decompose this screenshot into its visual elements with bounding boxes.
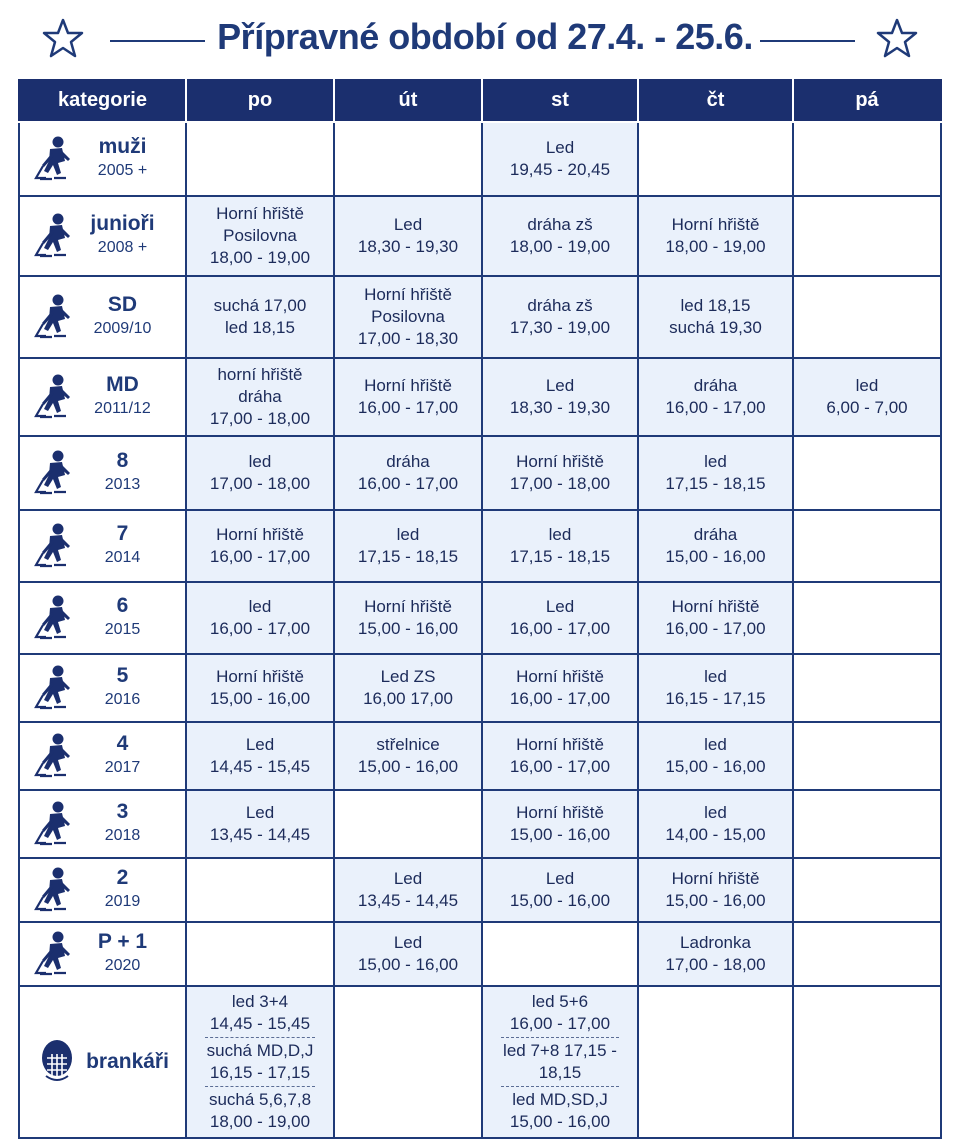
- schedule-cell-pa: [793, 276, 941, 358]
- goalie-session: [501, 1086, 619, 1135]
- table-row: [19, 358, 941, 436]
- schedule-cell-po: [186, 358, 334, 436]
- cell-text: suchá 5,6,7,8: [208, 1090, 312, 1109]
- cell-text: Horní hřiště: [671, 215, 760, 234]
- schedule-cell-st: [482, 986, 638, 1138]
- cell-text: Horní hřiště: [516, 803, 604, 822]
- cell-text: 6,00 - 7,00: [826, 398, 908, 417]
- hockey-player-icon: [32, 594, 76, 642]
- table-row: [19, 436, 941, 510]
- table-row-goalies: [19, 986, 941, 1138]
- category-name: muži: [98, 135, 147, 158]
- cell-text: střelnice: [376, 735, 440, 754]
- cell-text: led: [704, 452, 727, 471]
- cell-text: 15,00 - 16,00: [357, 955, 459, 974]
- table-row: [19, 858, 941, 922]
- schedule-cell-st: [482, 196, 638, 276]
- category-cell: [19, 122, 186, 196]
- goalie-mask-icon: [40, 1038, 74, 1082]
- cell-text: 16,00 - 17,00: [357, 474, 459, 493]
- cell-text: Horní hřiště: [364, 376, 452, 395]
- schedule-cell-ct: [638, 986, 793, 1138]
- cell-text: Ladronka: [680, 933, 751, 952]
- cell-text: 19,45 - 20,45: [509, 160, 611, 179]
- cell-text: 17,00 - 18,00: [209, 409, 311, 428]
- schedule-cell-ct: [638, 922, 793, 986]
- cell-text: 16,00 - 17,00: [665, 619, 766, 638]
- schedule-cell-pa: [793, 654, 941, 722]
- cell-text: led: [704, 735, 727, 754]
- cell-text: 18,00 - 19,00: [509, 237, 611, 256]
- goalie-session: [187, 989, 333, 1037]
- cell-text: Horní hřiště: [671, 869, 760, 888]
- schedule-cell-pa: [793, 858, 941, 922]
- cell-text: dráha: [693, 376, 738, 395]
- hockey-player-icon: [32, 800, 76, 848]
- cell-text: 17,15 - 18,15: [509, 547, 611, 566]
- cell-text: led 3+4: [231, 992, 289, 1011]
- cell-text: Led ZS: [380, 667, 436, 686]
- cell-text: 16,15 - 17,15: [665, 689, 766, 708]
- cell-text: 18,00 - 19,00: [209, 248, 311, 267]
- schedule-cell-ut: [334, 510, 482, 582]
- table-row: [19, 196, 941, 276]
- cell-text: 15,00 - 16,00: [357, 619, 459, 638]
- schedule-cell-ut: [334, 436, 482, 510]
- cell-text: 18,30 - 19,30: [357, 237, 459, 256]
- cell-text: 16,00 - 17,00: [509, 1014, 611, 1033]
- category-name: MD: [106, 373, 139, 396]
- cell-text: Horní hřiště: [516, 735, 604, 754]
- cell-text: 14,00 - 15,00: [665, 825, 766, 844]
- cell-text: Posilovna: [223, 226, 297, 245]
- cell-text: horní hřiště: [217, 365, 303, 384]
- cell-text: Horní hřiště: [216, 204, 304, 223]
- cell-text: Led: [545, 869, 575, 888]
- schedule-cell-po: [186, 858, 334, 922]
- table-row: [19, 790, 941, 858]
- category-name: P + 1: [97, 930, 148, 953]
- column-header-ct: čt: [638, 79, 793, 122]
- category-name: 8: [116, 449, 129, 472]
- category-cell: [19, 510, 186, 582]
- cell-text: 17,15 - 18,15: [665, 474, 766, 493]
- category-cell: [19, 922, 186, 986]
- schedule-cell-ut: [334, 986, 482, 1138]
- cell-text: 18,15: [538, 1063, 582, 1082]
- category-name: 3: [116, 800, 129, 823]
- cell-text: Posilovna: [371, 307, 445, 326]
- column-header-pa: pá: [793, 79, 941, 122]
- schedule-cell-ct: [638, 358, 793, 436]
- cell-text: dráha: [238, 387, 282, 406]
- table-header-row: [19, 79, 941, 122]
- schedule-cell-ut: [334, 922, 482, 986]
- category-year: 2016: [104, 691, 141, 708]
- schedule-cell-ct: [638, 722, 793, 790]
- schedule-cell-st: [482, 858, 638, 922]
- schedule-cell-ut: [334, 276, 482, 358]
- schedule-cell-pa: [793, 722, 941, 790]
- schedule-cell-ct: [638, 436, 793, 510]
- cell-text: 17,00 - 18,00: [509, 474, 611, 493]
- cell-text: Horní hřiště: [516, 667, 604, 686]
- cell-text: Led: [393, 215, 423, 234]
- schedule-cell-po: [186, 922, 334, 986]
- category-name: SD: [107, 293, 138, 316]
- schedule-cell-po: [186, 582, 334, 654]
- cell-text: 15,00 - 16,00: [665, 757, 766, 776]
- schedule-cell-po: [186, 986, 334, 1138]
- category-year: 2017: [104, 759, 141, 776]
- cell-text: 14,45 - 15,45: [209, 757, 311, 776]
- title-divider-right: [760, 40, 855, 42]
- table-row: [19, 122, 941, 196]
- category-cell: [19, 722, 186, 790]
- category-name: 4: [116, 732, 129, 755]
- schedule-cell-ut: [334, 582, 482, 654]
- schedule-cell-ut: [334, 790, 482, 858]
- category-cell: [19, 986, 186, 1138]
- schedule-cell-po: [186, 722, 334, 790]
- cell-text: 14,45 - 15,45: [209, 1014, 311, 1033]
- cell-text: led: [248, 597, 272, 616]
- column-header-st: st: [482, 79, 638, 122]
- cell-text: led: [704, 667, 727, 686]
- schedule-cell-pa: [793, 582, 941, 654]
- cell-text: Horní hřiště: [516, 452, 604, 471]
- cell-text: dráha zš: [527, 296, 593, 315]
- table-row: [19, 722, 941, 790]
- goalie-session: [501, 1037, 619, 1086]
- hockey-player-icon: [32, 212, 76, 260]
- category-year: 2005 +: [97, 162, 148, 179]
- category-year: 2011/12: [94, 400, 151, 417]
- cell-text: 18,00 - 19,00: [209, 1112, 311, 1131]
- cell-text: 16,00 - 17,00: [357, 398, 459, 417]
- category-cell: [19, 790, 186, 858]
- cell-text: 15,00 - 16,00: [357, 757, 459, 776]
- table-row: [19, 510, 941, 582]
- cell-text: led: [704, 803, 727, 822]
- schedule-cell-pa: [793, 986, 941, 1138]
- cell-text: Led: [245, 735, 275, 754]
- cell-text: Led: [393, 933, 423, 952]
- schedule-cell-st: [482, 582, 638, 654]
- category-cell: [19, 276, 186, 358]
- category-year: 2018: [104, 827, 141, 844]
- hockey-player-icon: [32, 373, 76, 421]
- cell-text: 13,45 - 14,45: [357, 891, 459, 910]
- cell-text: Led: [545, 376, 575, 395]
- schedule-cell-ut: [334, 122, 482, 196]
- category-cell: [19, 858, 186, 922]
- schedule-cell-ut: [334, 858, 482, 922]
- category-year: 2015: [104, 621, 141, 638]
- schedule-cell-st: [482, 922, 638, 986]
- category-year: 2009/10: [93, 320, 152, 337]
- cell-text: 15,00 - 16,00: [509, 825, 611, 844]
- cell-text: 16,00 - 17,00: [509, 689, 611, 708]
- hockey-player-icon: [32, 449, 76, 497]
- schedule-cell-pa: [793, 196, 941, 276]
- cell-text: 16,15 - 17,15: [209, 1063, 311, 1082]
- category-year: 2013: [104, 476, 141, 493]
- cell-text: led: [548, 525, 572, 544]
- hockey-player-icon: [32, 522, 76, 570]
- schedule-cell-st: [482, 722, 638, 790]
- star-icon: [42, 18, 84, 58]
- category-name: brankáři: [86, 1050, 169, 1073]
- page-title: Přípravné období od 27.4. - 25.6.: [217, 16, 753, 57]
- schedule-cell-ct: [638, 122, 793, 196]
- table-row: [19, 922, 941, 986]
- schedule-cell-st: [482, 790, 638, 858]
- cell-text: Horní hřiště: [671, 597, 760, 616]
- category-name: 5: [116, 664, 129, 687]
- schedule-cell-ct: [638, 510, 793, 582]
- schedule-cell-po: [186, 510, 334, 582]
- cell-text: suchá 19,30: [669, 318, 762, 337]
- column-header-kategorie: kategorie: [19, 79, 186, 122]
- schedule-table: [18, 79, 942, 1139]
- column-header-po: po: [186, 79, 334, 122]
- star-icon: [876, 18, 918, 58]
- cell-text: led 5+6: [531, 992, 589, 1011]
- schedule-cell-po: [186, 436, 334, 510]
- schedule-cell-ct: [638, 582, 793, 654]
- schedule-cell-pa: [793, 790, 941, 858]
- category-cell: [19, 196, 186, 276]
- schedule-cell-ct: [638, 654, 793, 722]
- schedule-cell-st: [482, 358, 638, 436]
- schedule-cell-st: [482, 276, 638, 358]
- category-name: 6: [116, 594, 129, 617]
- schedule-cell-ut: [334, 722, 482, 790]
- schedule-cell-po: [186, 790, 334, 858]
- category-cell: [19, 436, 186, 510]
- cell-text: led 18,15: [680, 296, 751, 315]
- schedule-cell-ct: [638, 276, 793, 358]
- cell-text: 16,00 - 17,00: [209, 547, 311, 566]
- table-row: [19, 582, 941, 654]
- schedule-cell-ut: [334, 654, 482, 722]
- cell-text: 18,00 - 19,00: [665, 237, 766, 256]
- category-year: 2019: [104, 893, 141, 910]
- category-year: 2008 +: [97, 239, 148, 256]
- cell-text: 15,00 - 16,00: [509, 891, 611, 910]
- hockey-player-icon: [32, 293, 76, 341]
- schedule-cell-pa: [793, 510, 941, 582]
- header: [0, 0, 960, 78]
- cell-text: led: [855, 376, 879, 395]
- cell-text: dráha: [386, 452, 430, 471]
- cell-text: led: [396, 525, 420, 544]
- cell-text: Led: [545, 597, 575, 616]
- cell-text: 15,00 - 16,00: [209, 689, 311, 708]
- table-row: [19, 276, 941, 358]
- title-divider-left: [110, 40, 205, 42]
- schedule-cell-st: [482, 510, 638, 582]
- schedule-cell-st: [482, 436, 638, 510]
- schedule-cell-pa: [793, 122, 941, 196]
- cell-text: Led: [545, 138, 575, 157]
- hockey-player-icon: [32, 135, 76, 183]
- schedule-cell-po: [186, 654, 334, 722]
- cell-text: Led: [393, 869, 423, 888]
- hockey-player-icon: [32, 930, 76, 978]
- cell-text: Horní hřiště: [364, 285, 452, 304]
- schedule-cell-po: [186, 276, 334, 358]
- goalie-session: [205, 1086, 315, 1135]
- cell-text: 17,00 - 18,30: [357, 329, 459, 348]
- schedule-cell-pa: [793, 358, 941, 436]
- cell-text: 18,30 - 19,30: [509, 398, 611, 417]
- schedule-cell-ct: [638, 790, 793, 858]
- cell-text: 16,00 - 17,00: [209, 619, 311, 638]
- cell-text: 16,00 17,00: [363, 689, 453, 708]
- schedule-cell-ut: [334, 196, 482, 276]
- cell-text: led MD,SD,J: [512, 1090, 608, 1109]
- cell-text: dráha zš: [527, 215, 593, 234]
- hockey-player-icon: [32, 732, 76, 780]
- schedule-cell-ct: [638, 196, 793, 276]
- cell-text: 15,00 - 16,00: [509, 1112, 611, 1131]
- cell-text: Horní hřiště: [216, 525, 304, 544]
- category-cell: [19, 582, 186, 654]
- cell-text: 16,00 - 17,00: [509, 757, 611, 776]
- cell-text: Horní hřiště: [216, 667, 304, 686]
- schedule-cell-pa: [793, 436, 941, 510]
- schedule-cell-ut: [334, 358, 482, 436]
- column-header-ut: út: [334, 79, 482, 122]
- cell-text: 16,00 - 17,00: [509, 619, 611, 638]
- cell-text: Horní hřiště: [364, 597, 452, 616]
- table-row: [19, 654, 941, 722]
- cell-text: led 18,15: [225, 318, 295, 337]
- category-year: 2020: [104, 957, 141, 974]
- category-name: 2: [116, 866, 129, 889]
- cell-text: dráha: [693, 525, 738, 544]
- cell-text: 17,00 - 18,00: [665, 955, 766, 974]
- category-name: junioři: [90, 212, 155, 235]
- schedule-cell-st: [482, 122, 638, 196]
- schedule-cell-po: [186, 196, 334, 276]
- goalie-session: [205, 1037, 315, 1086]
- goalie-session: [483, 989, 637, 1037]
- cell-text: suchá 17,00: [213, 296, 307, 315]
- hockey-player-icon: [32, 664, 76, 712]
- cell-text: led 7+8 17,15 -: [503, 1041, 617, 1060]
- cell-text: Led: [245, 803, 275, 822]
- cell-text: 15,00 - 16,00: [665, 547, 766, 566]
- cell-text: 15,00 - 16,00: [665, 891, 766, 910]
- cell-text: 17,30 - 19,00: [509, 318, 611, 337]
- schedule-cell-st: [482, 654, 638, 722]
- cell-text: 13,45 - 14,45: [209, 825, 311, 844]
- category-name: 7: [116, 522, 129, 545]
- hockey-player-icon: [32, 866, 76, 914]
- schedule-cell-pa: [793, 922, 941, 986]
- cell-text: 16,00 - 17,00: [665, 398, 766, 417]
- schedule-cell-ct: [638, 858, 793, 922]
- cell-text: led: [248, 452, 272, 471]
- schedule-cell-po: [186, 122, 334, 196]
- cell-text: 17,15 - 18,15: [357, 547, 459, 566]
- category-cell: [19, 654, 186, 722]
- category-year: 2014: [104, 549, 141, 566]
- cell-text: suchá MD,D,J: [206, 1041, 314, 1060]
- category-cell: [19, 358, 186, 436]
- cell-text: 17,00 - 18,00: [209, 474, 311, 493]
